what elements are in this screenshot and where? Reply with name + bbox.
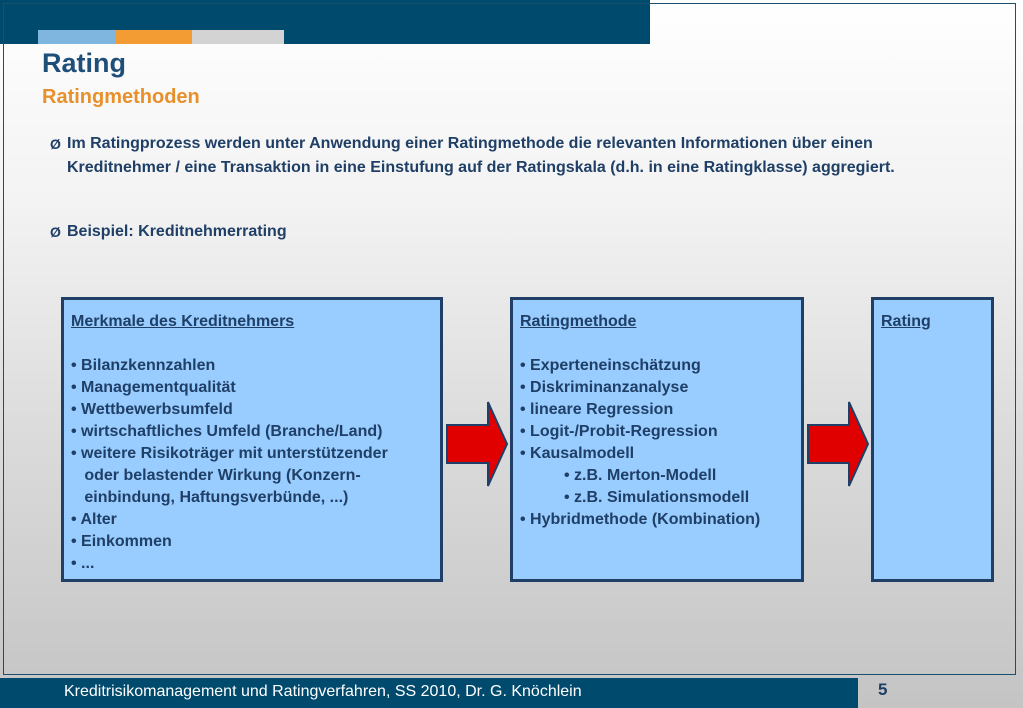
bullet-example xyxy=(50,220,980,244)
bullet-text: Im Ratingprozess werden unter Anwendung einer Ratingmethode die relevanten Informationen über einen Kreditnehmer / eine Transaktion in eine Einstufung auf der Ratingskala (d.h. in eine Ratingklasse) aggregiert. xyxy=(67,135,895,176)
list-item: einbindung, Haftungsverbünde, ...) xyxy=(71,489,349,506)
list-item: • lineare Regression xyxy=(520,401,674,418)
list-item: • Managementqualität xyxy=(71,379,236,396)
list-item: • Experteneinschätzung xyxy=(520,357,701,374)
list-item: • Bilanzkennzahlen xyxy=(71,357,216,374)
list-subitem: • z.B. Merton-Modell xyxy=(564,467,717,484)
list-item: • Logit-/Probit-Regression xyxy=(520,423,718,440)
arrowhead-bullet-icon: Ø xyxy=(50,224,61,240)
method-heading: Ratingmethode xyxy=(520,313,637,330)
features-box xyxy=(61,297,443,582)
bullet-text: Beispiel: Kreditnehmerrating xyxy=(67,223,287,240)
list-item: • weitere Risikoträger mit unterstützender xyxy=(71,445,388,462)
list-item: • Hybridmethode (Kombination) xyxy=(520,511,761,528)
method-list xyxy=(520,355,795,531)
arrowhead-bullet-icon: Ø xyxy=(50,136,61,152)
features-heading: Merkmale des Kreditnehmers xyxy=(71,313,295,330)
list-item: • ... xyxy=(71,555,95,572)
result-box xyxy=(871,297,994,582)
right-arrow-icon xyxy=(446,401,508,487)
list-item: • wirtschaftliches Umfeld (Branche/Land) xyxy=(71,423,383,440)
features-list xyxy=(71,355,434,575)
bullet-rating-process xyxy=(50,132,980,180)
page-number: 5 xyxy=(878,680,888,699)
list-subitem: • z.B. Simulationsmodell xyxy=(564,489,750,506)
page-subtitle: Ratingmethoden xyxy=(42,86,200,108)
list-item: • Diskriminanzanalyse xyxy=(520,379,689,396)
list-item: oder belastender Wirkung (Konzern- xyxy=(71,467,361,484)
page-title: Rating xyxy=(42,48,126,78)
result-heading: Rating xyxy=(881,313,931,330)
list-item: • Einkommen xyxy=(71,533,172,550)
list-item: • Alter xyxy=(71,511,117,528)
footer-text: Kreditrisikomanagement und Ratingverfahren, SS 2010, Dr. G. Knöchlein xyxy=(64,683,582,700)
right-arrow-icon xyxy=(807,401,869,487)
list-item: • Wettbewerbsumfeld xyxy=(71,401,233,418)
list-item: • Kausalmodell xyxy=(520,445,635,462)
method-box xyxy=(510,297,804,582)
